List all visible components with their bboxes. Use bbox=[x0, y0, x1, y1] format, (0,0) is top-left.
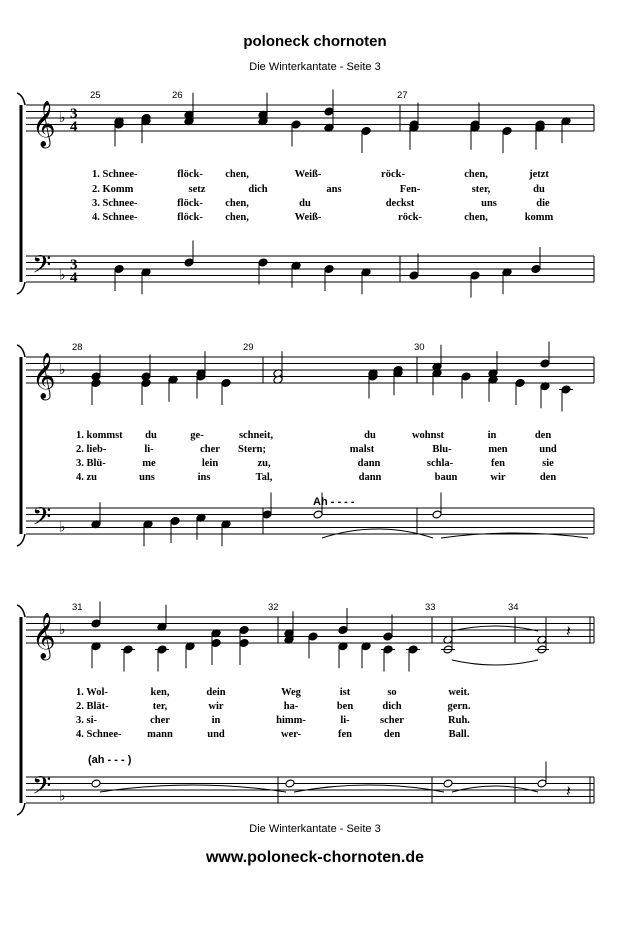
measure-number: 32 bbox=[268, 602, 279, 613]
lyric-syllable: chen, bbox=[225, 169, 249, 180]
measure-number: 29 bbox=[243, 342, 254, 353]
lyric-syllable: Weiß- bbox=[294, 212, 322, 223]
lyric-syllable: fen bbox=[491, 458, 505, 469]
lyric-syllable: ter, bbox=[152, 701, 168, 712]
lyric-syllable: du bbox=[299, 198, 311, 209]
measure-number: 28 bbox=[72, 342, 83, 353]
lyric-syllable: den bbox=[534, 430, 552, 441]
lyric-syllable: in bbox=[211, 715, 221, 726]
lyric-syllable: li- bbox=[144, 444, 154, 455]
quarter-rest-icon: 𝄽 bbox=[566, 781, 571, 801]
lyric-syllable: röck- bbox=[398, 212, 422, 223]
lyric-syllable: 3. si- bbox=[76, 715, 97, 726]
flat-icon: ♭ bbox=[59, 788, 66, 805]
lyric-syllable: ha- bbox=[283, 701, 299, 712]
lyric-syllable: dann bbox=[358, 472, 382, 483]
bracket-bottom bbox=[17, 803, 25, 815]
lyric-syllable: ans bbox=[326, 184, 342, 195]
bass-clef-icon: 𝄢 bbox=[32, 771, 52, 807]
bracket-top bbox=[17, 93, 25, 105]
bracket-top bbox=[17, 345, 25, 357]
lyric-syllable: ken, bbox=[150, 687, 170, 698]
lyric-syllable: me bbox=[142, 458, 156, 469]
lyric-syllable: zu, bbox=[257, 458, 271, 469]
lyric-syllable: dein bbox=[206, 687, 226, 698]
page-subtitle: Die Winterkantate - Seite 3 bbox=[249, 61, 381, 73]
lyric-syllable: 2. lieb- bbox=[76, 444, 107, 455]
lyric-syllable: 1. Schnee- bbox=[92, 169, 138, 180]
lyric-syllable: und bbox=[539, 444, 557, 455]
lyric-syllable: lein bbox=[201, 458, 219, 469]
lyric-syllable: ge- bbox=[190, 430, 204, 441]
lyric-syllable: setz bbox=[188, 184, 206, 195]
lyric-syllable: chen, bbox=[464, 212, 488, 223]
lyric-syllable: und bbox=[207, 729, 225, 740]
tie-arc bbox=[100, 785, 286, 792]
lyric-syllable: den bbox=[383, 729, 401, 740]
lyric-syllable: du bbox=[364, 430, 376, 441]
lyric-syllable: ster, bbox=[471, 184, 491, 195]
lyric-syllable: ben bbox=[336, 701, 354, 712]
tie-arc bbox=[294, 785, 444, 792]
bracket-bottom bbox=[17, 282, 25, 294]
note-head bbox=[285, 779, 295, 788]
page-title: poloneck chornoten bbox=[243, 33, 387, 50]
measure-number: 31 bbox=[72, 602, 83, 613]
lyric-syllable: uns bbox=[139, 472, 155, 483]
lyric-syllable: fen bbox=[338, 729, 352, 740]
lyric-syllable: in bbox=[487, 430, 497, 441]
flat-icon: ♭ bbox=[59, 110, 66, 126]
treble-clef-icon: 𝄞 bbox=[32, 101, 56, 147]
time-signature: 3 bbox=[70, 106, 78, 122]
flat-icon: ♭ bbox=[59, 622, 66, 638]
lyric-syllable: li- bbox=[340, 715, 350, 726]
lyric-syllable: deckst bbox=[385, 198, 415, 209]
tie-arc bbox=[452, 786, 538, 792]
flat-icon: ♭ bbox=[59, 519, 66, 536]
lyric-syllable: Fen- bbox=[399, 184, 421, 195]
lyric-syllable: 4. zu bbox=[76, 472, 97, 483]
lyric-syllable: 3. Blü- bbox=[76, 458, 106, 469]
lyric-syllable: den bbox=[539, 472, 557, 483]
lyric-syllable: dich bbox=[248, 184, 268, 195]
time-signature: 4 bbox=[70, 119, 78, 135]
lyric-syllable: röck- bbox=[381, 169, 405, 180]
measure-number: 30 bbox=[414, 342, 425, 353]
lyric-syllable: so bbox=[387, 687, 397, 698]
lyric-syllable: ist bbox=[339, 687, 351, 698]
lyric-syllable: 2. Blät- bbox=[76, 701, 109, 712]
lyric-syllable: Weg bbox=[281, 687, 301, 698]
lyric-syllable: flöck- bbox=[177, 198, 203, 209]
vocal-annotation: (ah - - - ) bbox=[88, 754, 132, 766]
lyric-syllable: flöck- bbox=[177, 169, 203, 180]
lyric-syllable: dann bbox=[357, 458, 381, 469]
lyric-syllable: chen, bbox=[464, 169, 488, 180]
lyric-syllable: men bbox=[488, 444, 508, 455]
lyric-syllable: 1. Wol- bbox=[76, 687, 108, 698]
bass-clef-icon: 𝄢 bbox=[32, 502, 52, 538]
lyric-syllable: malst bbox=[349, 444, 375, 455]
lyric-syllable: Ruh. bbox=[448, 715, 470, 726]
lyric-syllable: 4. Schnee- bbox=[76, 729, 122, 740]
lyric-syllable: sie bbox=[542, 458, 554, 469]
lyric-syllable: Blu- bbox=[432, 444, 452, 455]
measure-number: 25 bbox=[90, 90, 101, 101]
treble-clef-icon: 𝄞 bbox=[32, 613, 56, 659]
footer-page-label: Die Winterkantate - Seite 3 bbox=[249, 823, 381, 835]
measure-number: 33 bbox=[425, 602, 436, 613]
tie-arc bbox=[452, 660, 538, 665]
lyric-syllable: Tal, bbox=[255, 472, 273, 483]
lyric-syllable: cher bbox=[150, 715, 170, 726]
lyric-syllable: schla- bbox=[426, 458, 454, 469]
lyric-syllable: himm- bbox=[276, 715, 306, 726]
measure-number: 27 bbox=[397, 90, 408, 101]
lyric-syllable: scher bbox=[380, 715, 404, 726]
bass-clef-icon: 𝄢 bbox=[32, 250, 52, 286]
treble-clef-icon: 𝄞 bbox=[32, 353, 56, 399]
flat-icon: ♭ bbox=[59, 362, 66, 378]
lyric-syllable: wohnst bbox=[411, 430, 445, 441]
lyric-syllable: 3. Schnee- bbox=[92, 198, 138, 209]
lyric-syllable: Stern; bbox=[238, 444, 266, 455]
lyric-syllable: weit. bbox=[448, 687, 470, 698]
vocal-annotation: Ah - - - - bbox=[313, 496, 355, 508]
lyric-syllable: 2. Komm bbox=[92, 184, 134, 195]
lyric-syllable: chen, bbox=[225, 212, 249, 223]
measure-number: 26 bbox=[172, 90, 183, 101]
lyric-syllable: die bbox=[536, 198, 550, 209]
lyric-syllable: 1. kommst bbox=[76, 430, 123, 441]
lyric-syllable: baun bbox=[434, 472, 458, 483]
lyric-syllable: wir bbox=[208, 701, 224, 712]
lyric-syllable: schneit, bbox=[238, 430, 274, 441]
flat-icon: ♭ bbox=[59, 267, 66, 284]
lyric-syllable: wer- bbox=[280, 729, 302, 740]
lyric-syllable: jetzt bbox=[529, 169, 549, 180]
lyric-syllable: mann bbox=[147, 729, 173, 740]
bracket-top bbox=[17, 605, 25, 617]
lyric-syllable: ins bbox=[197, 472, 211, 483]
footer-website-link[interactable]: www.poloneck-chornoten.de bbox=[205, 849, 425, 866]
bracket-bottom bbox=[17, 534, 25, 546]
lyric-syllable: dich bbox=[382, 701, 402, 712]
lyric-syllable: chen, bbox=[225, 198, 249, 209]
lyric-syllable: uns bbox=[481, 198, 497, 209]
quarter-rest-icon: 𝄽 bbox=[566, 621, 571, 641]
lyric-syllable: 4. Schnee- bbox=[92, 212, 138, 223]
lyric-syllable: du bbox=[145, 430, 157, 441]
lyric-syllable: Weiß- bbox=[294, 169, 322, 180]
note-head bbox=[443, 779, 453, 788]
measure-number: 34 bbox=[508, 602, 519, 613]
lyric-syllable: flöck- bbox=[177, 212, 203, 223]
time-signature: 4 bbox=[70, 270, 78, 286]
lyric-syllable: du bbox=[533, 184, 545, 195]
lyric-syllable: gern. bbox=[447, 701, 471, 712]
time-signature: 3 bbox=[70, 257, 78, 273]
lyric-syllable: wir bbox=[490, 472, 506, 483]
lyric-syllable: cher bbox=[200, 444, 220, 455]
lyric-syllable: Ball. bbox=[448, 729, 470, 740]
lyric-syllable: komm bbox=[524, 212, 554, 223]
note-head bbox=[91, 779, 101, 788]
